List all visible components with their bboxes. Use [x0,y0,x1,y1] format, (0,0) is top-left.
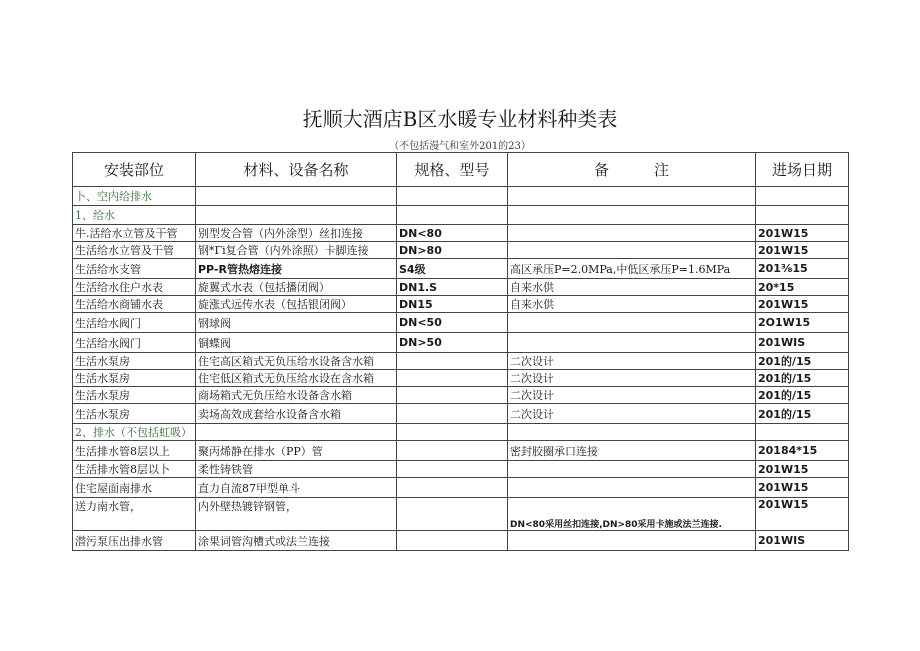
section-row [73,187,849,206]
cell-date: 201WIS [756,333,849,353]
cell-date: 201W15 [756,498,849,531]
table-row [73,461,849,478]
cell-spec [397,370,508,387]
cell-material: 钢球阀 [196,313,397,333]
table-row [73,404,849,424]
cell-date: 201的/15 [756,404,849,424]
cell-date: 201W15 [756,461,849,478]
cell-remarks: DN<80采用丝扣连接,DN>80采用卡施或法兰连接. [508,498,756,531]
page-subtitle: （不包括漫气和室外201的23） [389,141,531,152]
cell-remarks [508,531,756,551]
table-header-row [73,153,849,187]
cell-date: 201W15 [756,478,849,498]
cell-location: 生活给水商铺水表 [73,296,196,313]
cell-location: 生活水泵房 [73,353,196,370]
cell-location: 生活给水阀门 [73,333,196,353]
cell-material: 铜蝶阀 [196,333,397,353]
section-label: 卜、空内给排水 [73,187,196,206]
cell-spec: DN>50 [397,333,508,353]
cell-spec: DN>80 [397,242,508,259]
materials-table [72,152,849,551]
cell-location: 生活给水阀门 [73,313,196,333]
table-row [73,478,849,498]
cell-material: 住宅高区箱式无负压给水设备含水箱 [196,353,397,370]
cell-date: 201W15 [756,242,849,259]
table-row [73,225,849,242]
table-row [73,531,849,551]
cell-location: 生活给水支管 [73,259,196,279]
header-install-location: 安装部位 [73,153,196,187]
table-row [73,498,849,531]
table-row [73,279,849,296]
cell-date: 201W15 [756,225,849,242]
cell-remarks [508,333,756,353]
table-row [73,296,849,313]
cell-date: 201W15 [756,296,849,313]
cell-spec [397,478,508,498]
cell-spec [397,387,508,404]
cell-spec: DN<50 [397,313,508,333]
cell-location: 生活水泵房 [73,370,196,387]
cell-remarks: 自来水供 [508,296,756,313]
cell-date: 201的/15 [756,370,849,387]
cell-location: 生活给水住户水表 [73,279,196,296]
cell-material: PP-R管热熔连接 [196,259,397,279]
cell-remarks: 二次设计 [508,404,756,424]
cell-location: 生活水泵房 [73,404,196,424]
cell-material: 旋涨式远传水表（包括银闭阀） [196,296,397,313]
cell-material: 直力自流87甲型单斗 [196,478,397,498]
cell-location: 生活给水立管及干管 [73,242,196,259]
table-row [73,370,849,387]
cell-remarks [508,478,756,498]
cell-spec: DN15 [397,296,508,313]
cell-remarks: 二次设计 [508,370,756,387]
cell-location: 潜污泵压出排水管 [73,531,196,551]
cell-date: 201WIS [756,531,849,551]
table-row [73,353,849,370]
cell-remarks [508,461,756,478]
cell-spec [397,441,508,461]
cell-spec: S4级 [397,259,508,279]
cell-date: 2O1W15 [756,313,849,333]
cell-remarks: 二次设计 [508,353,756,370]
cell-material: 内外壁热镀锌钢管， [196,498,397,531]
cell-location: 送力南水管， [73,498,196,531]
cell-spec [397,498,508,531]
cell-date: 201的/15 [756,387,849,404]
cell-material: 住宅低区箱式无负压给水设在含水箱 [196,370,397,387]
cell-location: 住宅屋面南排水 [73,478,196,498]
header-remarks: 备 注 [508,153,756,187]
cell-material: 钢*Γi复合管（内外涂照）卡脚连接 [196,242,397,259]
cell-remarks [508,242,756,259]
table-row [73,242,849,259]
cell-spec [397,353,508,370]
section-row [73,206,849,225]
cell-location: 牛.活给水立管及干管 [73,225,196,242]
table-row [73,259,849,279]
header-arrival-date: 进场日期 [756,153,849,187]
cell-material: 聚丙烯静在排水（PP）管 [196,441,397,461]
cell-date: 20*15 [756,279,849,296]
cell-material: 卖场高效成套给水设备含水箱 [196,404,397,424]
cell-spec [397,404,508,424]
section-label: 1、给水 [73,206,196,225]
page-title: 抚顺大酒店B区水暖专业材料种类表 [302,107,618,131]
cell-date: 20184*15 [756,441,849,461]
cell-material: 柔性铸铁管 [196,461,397,478]
cell-location: 生活排水管8层以上 [73,441,196,461]
cell-spec [397,531,508,551]
table-row [73,387,849,404]
cell-remarks [508,313,756,333]
cell-location: 生活排水管8层以卜 [73,461,196,478]
header-material-name: 材料、设备名称 [196,153,397,187]
cell-material: 旋翼式水表（包括播闭阀） [196,279,397,296]
cell-material: 涂果词管沟槽式或法兰连接 [196,531,397,551]
cell-spec: DN<80 [397,225,508,242]
cell-material: 商场箱式无负压给水设备含水箱 [196,387,397,404]
table-row [73,333,849,353]
cell-spec: DN1.S [397,279,508,296]
table-row [73,441,849,461]
header-spec-model: 规格、型号 [397,153,508,187]
cell-remarks: 密封胶圈承口连接 [508,441,756,461]
cell-remarks: 自来水供 [508,279,756,296]
cell-location: 生活水泵房 [73,387,196,404]
section-row [73,424,849,441]
cell-date: 201⅜15 [756,259,849,279]
cell-spec [397,461,508,478]
section-label: 2、排水（不包括虹吸） [73,424,196,441]
cell-remarks [508,225,756,242]
cell-material: 别型发合管（内外涂型）丝扣连接 [196,225,397,242]
cell-remarks: 二次设计 [508,387,756,404]
table-row [73,313,849,333]
cell-remarks: 高区承压P=2.0MPa,中低区承压P=1.6MPa [508,259,756,279]
cell-date: 201的/15 [756,353,849,370]
